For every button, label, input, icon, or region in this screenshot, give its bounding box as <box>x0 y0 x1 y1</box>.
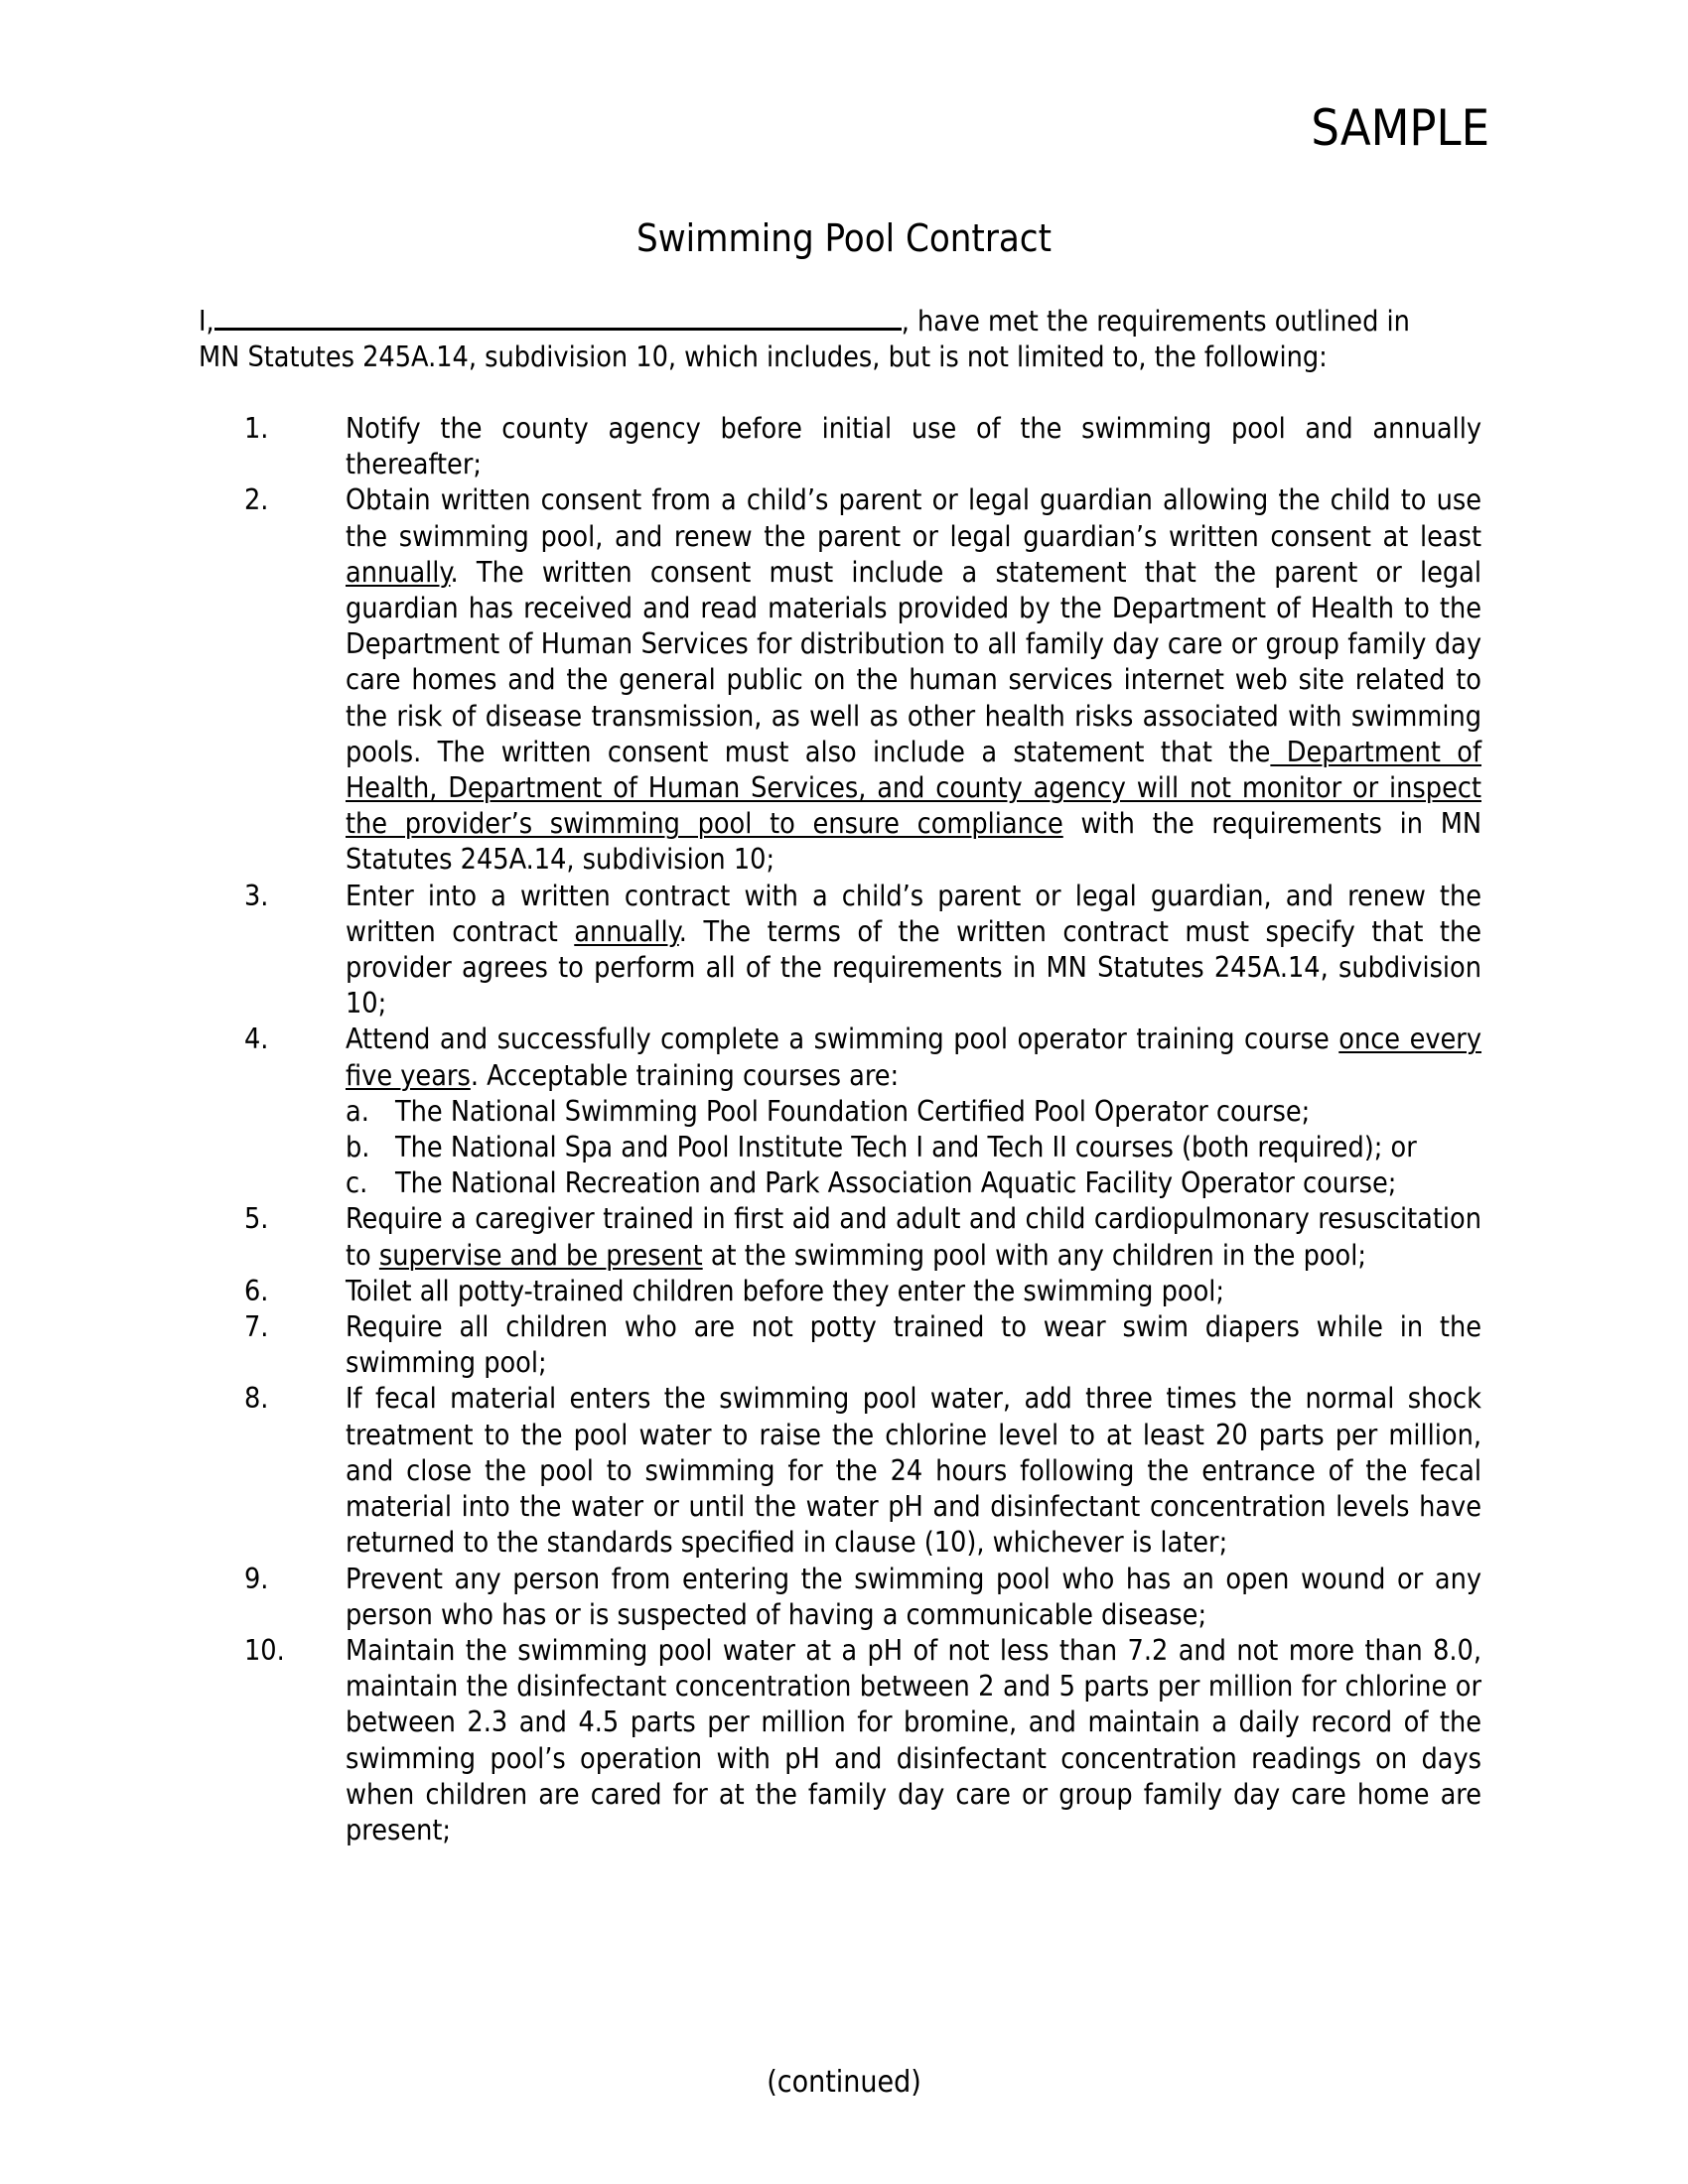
text-run: . The written consent must include a statement that the parent or legal guardian has received and read materials provided by the Department of Health to the Department of Human Services for distribution to all family day care or group family day care homes and the general public on the human services internet web site related to the risk of disease transmission, as well as other health risks associated with swimming pools. The written consent must also include a statement that the <box>346 555 1481 768</box>
list-item <box>199 1201 1481 1273</box>
list-item <box>199 482 1481 878</box>
list-item <box>199 1562 1481 1633</box>
requirements-list <box>199 411 1481 1848</box>
item-number: 4. <box>244 1023 269 1056</box>
sample-stamp: SAMPLE <box>1311 99 1489 157</box>
text-run: Require all children who are not potty trained to wear swim diapers while in the swimming pool; <box>346 1310 1481 1380</box>
item-number: 10. <box>244 1633 285 1667</box>
underlined-text: annually <box>574 914 679 948</box>
sub-item-text: The National Swimming Pool Foundation Certified Pool Operator course; <box>395 1094 1311 1128</box>
text-run: Prevent any person from entering the swimming pool who has an open wound or any person who has or is suspected of having a communicable disease; <box>346 1562 1481 1631</box>
text-run: Attend and successfully complete a swimming pool operator training course <box>346 1023 1339 1056</box>
item-text <box>346 1633 1481 1848</box>
item-number: 1. <box>244 412 269 445</box>
text-run: . Acceptable training courses are: <box>470 1058 900 1092</box>
list-item <box>199 411 1481 482</box>
list-item <box>199 1022 1481 1201</box>
intro-prefix: I, <box>199 305 214 338</box>
sub-item <box>346 1165 1481 1201</box>
underlined-text: supervise and be present <box>378 1238 703 1272</box>
underlined-text: once every five years <box>346 1023 1482 1092</box>
item-number: 6. <box>244 1274 269 1307</box>
sub-item-letter: b. <box>346 1131 370 1164</box>
text-run: with the requirements in MN Statutes 245A.14, subdivision 10; <box>346 807 1481 877</box>
item-number: 8. <box>244 1382 269 1416</box>
text-run: Maintain the swimming pool water at a pH of not less than 7.2 and not more than 8.0, maintain the disinfectant concentration between 2 and 5 parts per million for chlorine or between 2.3 and 4.5 parts per million for bromine, and maintain a daily record of the swimming pool’s operation with pH and disinfectant concentration readings on days when children are cared for at the family day care or group family day care home are present; <box>346 1633 1481 1846</box>
text-run: Enter into a written contract with a child’s parent or legal guardian, and renew the written contract <box>346 879 1481 948</box>
list-item <box>199 1381 1481 1561</box>
text-run: Require a caregiver trained in first aid and adult and child cardiopulmonary resuscitation to <box>346 1202 1481 1272</box>
item-text <box>346 1381 1481 1561</box>
sub-item <box>346 1094 1481 1130</box>
sub-item <box>346 1130 1481 1165</box>
text-run: at the swimming pool with any children in the pool; <box>702 1238 1367 1272</box>
underlined-text: Department of Health, Department of Human Services, and county agency will not monitor or inspect the provider’s swimming pool to ensure compliance <box>346 735 1481 841</box>
sub-item-text: The National Recreation and Park Association Aquatic Facility Operator course; <box>395 1166 1397 1200</box>
text-run: Toilet all potty-trained children before they enter the swimming pool; <box>346 1274 1225 1307</box>
item-text <box>346 1309 1481 1381</box>
item-number: 3. <box>244 879 269 912</box>
list-item <box>199 879 1481 1023</box>
text-run: If fecal material enters the swimming pool water, add three times the normal shock treatment to the pool water to raise the chlorine level to at least 20 parts per million, and close the pool to swimming for the 24 hours following the entrance of the fecal material into the water or until the water pH and disinfectant concentration levels have returned to the standards specified in clause (10), whichever is later; <box>346 1382 1481 1560</box>
intro-paragraph <box>199 302 1489 375</box>
item-text <box>346 482 1481 878</box>
intro-line-1 <box>199 302 1489 340</box>
item-text <box>346 1201 1481 1273</box>
item-text <box>346 879 1481 1023</box>
list-item <box>199 1633 1481 1848</box>
item-number: 9. <box>244 1562 269 1595</box>
list-item <box>199 1274 1481 1309</box>
sub-item-letter: c. <box>346 1166 368 1200</box>
text-run: Notify the county agency before initial use of the swimming pool and annually thereafter; <box>346 412 1481 481</box>
item-text <box>346 1274 1481 1309</box>
item-text <box>346 1562 1481 1633</box>
continued-footer: (continued) <box>767 2065 921 2100</box>
item-number: 2. <box>244 483 269 517</box>
text-run: Obtain written consent from a child’s parent or legal guardian allowing the child to use the swimming pool, and renew the parent or legal guardian’s written consent at least <box>346 483 1481 553</box>
name-blank-field[interactable] <box>214 302 902 331</box>
list-item <box>199 1309 1481 1381</box>
intro-line-2: MN Statutes 245A.14, subdivision 10, which includes, but is not limited to, the following: <box>199 341 1328 374</box>
item-text <box>346 1022 1481 1201</box>
item-number: 7. <box>244 1310 269 1344</box>
item-number: 5. <box>244 1202 269 1236</box>
item-text <box>346 411 1481 482</box>
sub-item-letter: a. <box>346 1094 369 1128</box>
sub-item-text: The National Spa and Pool Institute Tech I and Tech II courses (both required); or <box>395 1131 1417 1164</box>
underlined-text: annually <box>346 555 451 589</box>
text-run: . The terms of the written contract must specify that the provider agrees to perform all of the requirements in MN Statutes 245A.14, subdivision 10; <box>346 914 1481 1021</box>
document-title: Swimming Pool Contract <box>636 216 1052 260</box>
intro-line1-suffix: , have met the requirements outlined in <box>901 305 1410 338</box>
